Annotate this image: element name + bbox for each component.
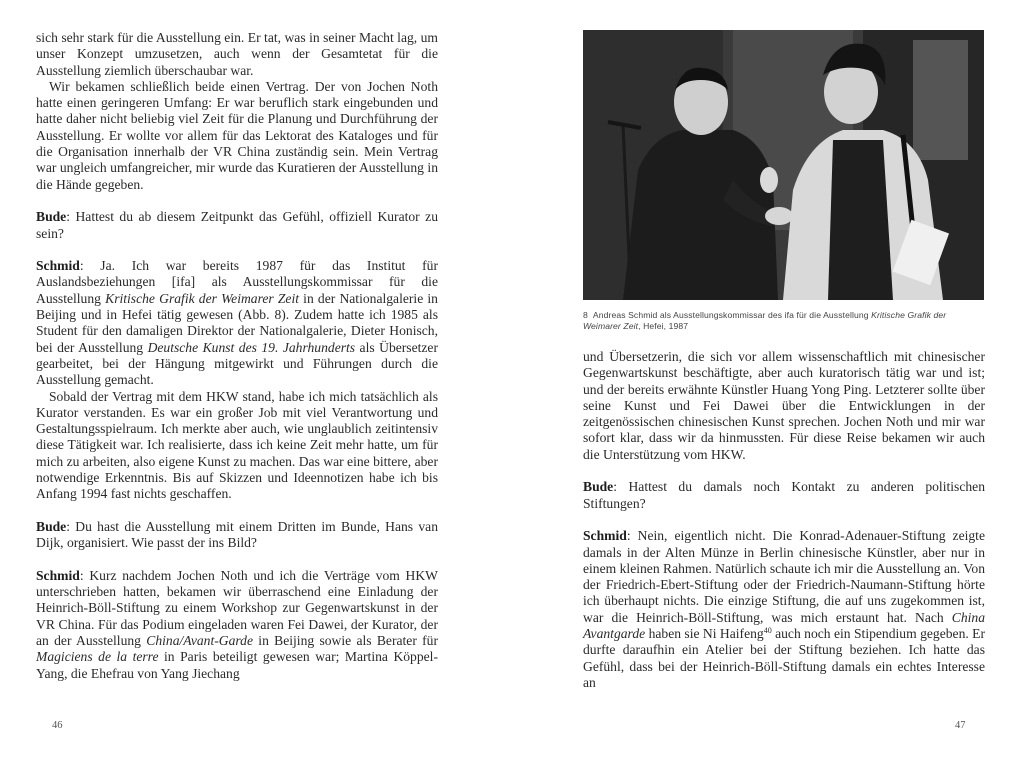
text-run: : Nein, eigentlich nicht. Die Konrad-Adenauer-Stiftung zeigte damals in der Alten Münze in Berlin chinesische Künstler, aber nur in einem kleinen Rahmen. Natürlich schaute ich mir die Ausstellung an. Von der Friedrich-Ebert-Stiftung oder der Friedrich-Naumann-Stiftung hörte ich überhaupt nichts. Die einzige Stiftung, die auf uns zugekommen ist, war die Heinrich-Böll-Stiftung, was mich erstaunt hat. Nach [583, 528, 985, 625]
paragraph [583, 349, 985, 463]
page-number-right: 47 [955, 720, 966, 731]
left-page [36, 30, 438, 682]
italic-title: China/Avant-Garde [146, 632, 253, 648]
text-run: , Hefei, 1987 [638, 321, 689, 331]
text-run: und Übersetzerin, die sich vor allem wissenschaftlich mit chinesischer Gegenwartskunst beschäftigte, aber auch kuratorisch tätig war und ist; und der bereits erwähnte Künstler Huang Yong Ping. Letzterer sollte über seine Kunst und Fei Dawei über die Entwicklungen in der zeitgenössischen chinesischen Kunst sprechen. Jochen Noth und mir war sofort klar, dass wir da hinmussten. Für diese Reise bekamen wir auch die Unterstützung vom HKW. [583, 349, 985, 462]
text-run: sich sehr stark für die Ausstellung ein. Er tat, was in seiner Macht lag, um unser Konzept umzusetzen, auch wenn der Gesamtetat für die Ausstellung ziemlich überschaubar war. [36, 30, 438, 78]
figure-8 [583, 30, 985, 332]
text-run: : Du hast die Ausstellung mit einem Dritten im Bunde, Hans van Dijk, organisiert. Wie passt der ins Bild? [36, 518, 438, 551]
page-number-left: 46 [52, 720, 63, 731]
paragraph [36, 209, 438, 242]
paragraph [36, 519, 438, 552]
text-run: : Kurz nachdem Jochen Noth und ich die Verträge vom HKW unterschrieben hatten, bekamen wir überraschend eine Einladung der Heinrich-Böll-Stiftung zu einem Workshop zur Gegenwartskunst in der VR China. Für das Podium eingeladen waren Fei Dawei, der Kurator, der an der Ausstellung [36, 567, 438, 648]
paragraph [36, 258, 438, 388]
speaker-name: Schmid [36, 258, 80, 274]
paragraph [583, 479, 985, 512]
italic-title: China Avantgarde [583, 609, 985, 642]
speaker-name: Schmid [583, 528, 627, 544]
text-run: : Ja. Ich war bereits 1987 für das Institut für Auslandsbeziehungen [ifa] als Ausstellungskommissar für die Ausstellung [36, 258, 438, 306]
text-run: in Paris beteiligt gewesen war; Martina Köppel-Yang, die Ehefrau von Yang Jiechang [36, 649, 438, 681]
photo-image [583, 30, 984, 300]
italic-title: Kritische Grafik der Weimarer Zeit [105, 290, 300, 306]
paragraph [36, 30, 438, 79]
text-run: als Übersetzer gearbeitet, bei der Hängung mitgewirkt und Führungen durch die Ausstellung gemacht. [36, 339, 438, 388]
text-run: : Hattest du ab diesem Zeitpunkt das Gefühl, offiziell Kurator zu sein? [36, 209, 438, 241]
right-page [583, 30, 985, 691]
paragraph [36, 389, 438, 503]
paragraph [36, 79, 438, 193]
text-run: in Beijing sowie als Berater für [253, 632, 438, 648]
text-run: Andreas Schmid als Ausstellungskommissar des ifa für die Ausstellung [592, 310, 872, 320]
left-page-body [36, 30, 438, 682]
figure-number: 8 [583, 310, 588, 320]
italic-title: Deutsche Kunst des 19. Jahrhunderts [147, 339, 356, 355]
right-page-body [583, 349, 985, 691]
text-run: : Hattest du damals noch Kontakt zu anderen politischen Stiftungen? [583, 479, 985, 511]
italic-title: Magiciens de la terre [36, 649, 159, 665]
figure-caption [583, 310, 985, 332]
text-run: haben sie Ni Haifeng [645, 626, 764, 642]
speaker-name: Bude [36, 209, 67, 225]
speaker-name: Schmid [36, 567, 80, 583]
text-run: Sobald der Vertrag mit dem HKW stand, habe ich mich tatsächlich als Kurator verstanden. Es war ein großer Job mit viel Verantwortung und Gestaltungsspielraum. Ich merkte aber auch, wie unglaublich zeitintensiv diese Tätigkeit war. Ich realisierte, dass ich keine Zeit mehr hatte, um für mich zu arbeiten, also eigene Kunst zu machen. Das war eine bittere, aber notwendige Erkenntnis. Bis auf Skizzen und Ideennotizen habe ich bis Anfang 1994 fast nichts geschaffen. [36, 388, 438, 502]
text-run: auch noch ein Stipendium gegeben. Er durfte daraufhin ein Atelier bei der Stiftung beziehen. Ich hatte das Gefühl, dass bei der Heinrich-Böll-Stiftung damals ein echtes Interesse an [583, 626, 985, 690]
text-run: Wir bekamen schließlich beide einen Vertrag. Der von Jochen Noth hatte einen geringeren Umfang: Er war beruflich stark eingebunden und hatte daher nicht beliebig viel Zeit für die Planung und Durchführung der Ausstellung. Er wollte vor allem für das Lektorat des Kataloges und für die Organisation innerhalb der VR China zuständig sein. Mein Vertrag war ungleich umfangreicher, mir wurde das Kuratieren der Ausstellung in die Hände gegeben. [36, 78, 438, 192]
footnote-ref: 40 [763, 626, 772, 636]
text-run: in der Nationalgalerie in Beijing und in Hefei tätig gewesen (Abb. 8). Zudem hatte ich 1985 als Student für den damaligen Direktor der Nationalgalerie, Dieter Honisch, bei der Ausstellung [36, 290, 438, 355]
caption-text [583, 310, 946, 331]
paragraph [36, 568, 438, 682]
speaker-name: Bude [583, 479, 614, 495]
paragraph [583, 528, 985, 691]
italic-title: Kritische Grafik der Weimarer Zeit [583, 310, 947, 331]
speaker-name: Bude [36, 518, 67, 534]
